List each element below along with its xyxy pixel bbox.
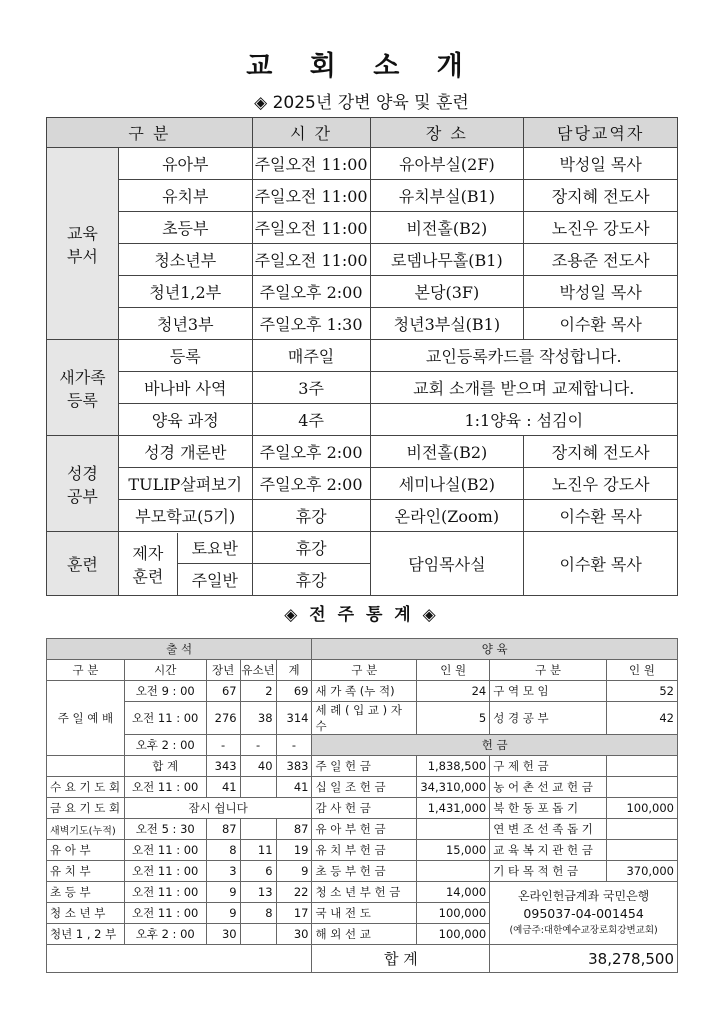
bible-place: 온라인(Zoom): [370, 500, 524, 532]
att-sum: 41: [276, 777, 312, 798]
att-sum: 9: [276, 861, 312, 882]
training-pastor: 이수환 목사: [524, 532, 678, 596]
offering-label: 십 일 조 헌 금: [312, 777, 417, 798]
att-label: 유 아 부: [47, 840, 125, 861]
att-time: 오후 2 : 00: [124, 924, 206, 945]
header-pastor: 담당교역자: [524, 118, 678, 148]
training-class: 토요반: [177, 533, 251, 564]
col-header: 구 분: [490, 660, 607, 681]
bible-course: 성경 개론반: [118, 436, 252, 468]
offering-label: 교 육 복 지 관 헌 금: [490, 840, 607, 861]
intro-table: [46, 117, 678, 596]
offering-value: [606, 756, 677, 777]
group-bible: 성경 공부: [47, 436, 119, 532]
att-label: 청 소 년 부: [47, 903, 125, 924]
bible-place: 세미나실(B2): [370, 468, 524, 500]
newfamily-row: [47, 404, 678, 436]
offering-label: 기 타 목 적 헌 금: [490, 861, 607, 882]
offering-header: 헌 금: [312, 735, 678, 756]
section-subtitle: ◈ 2025년 강변 양육 및 훈련: [254, 93, 469, 113]
att-sum: 17: [276, 903, 312, 924]
att-adult: 9: [206, 903, 240, 924]
att-sum: 19: [276, 840, 312, 861]
offering-value: [606, 840, 677, 861]
edu-row: [47, 148, 678, 180]
bible-course: TULIP살펴보기: [118, 468, 252, 500]
att-youth: [240, 924, 276, 945]
edu-time: 주일오전 11:00: [252, 244, 370, 276]
att-label: 청년 1 , 2 부: [47, 924, 125, 945]
yy-label: 새 가 족 (누 적): [312, 681, 417, 702]
bible-time: 주일오후 2:00: [252, 468, 370, 500]
edu-place: 비전홀(B2): [370, 212, 524, 244]
att-youth: 13: [240, 882, 276, 903]
total-blank: [47, 945, 312, 973]
account-bank: 온라인헌금계좌 국민은행: [517, 888, 650, 903]
att-sum: 314: [276, 702, 312, 735]
edu-pastor: 장지혜 전도사: [524, 180, 678, 212]
offering-label: 북 한 동 포 돕 기: [490, 798, 607, 819]
training-sub-cell: [118, 532, 252, 596]
offering-label: 구 제 헌 금: [490, 756, 607, 777]
group-edu: 교육 부서: [47, 148, 119, 340]
edu-row: [47, 180, 678, 212]
account-box: [490, 882, 678, 945]
att-sum: 383: [276, 756, 312, 777]
newfamily-step: 양육 과정: [118, 404, 252, 436]
bible-time: 주일오후 2:00: [252, 436, 370, 468]
yy-label: 성 경 공 부: [490, 702, 607, 735]
att-time: 오후 2 : 00: [124, 735, 206, 756]
att-time: 오전 11 : 00: [124, 702, 206, 735]
offering-value: [417, 861, 490, 882]
att-adult: 30: [206, 924, 240, 945]
edu-time: 주일오후 1:30: [252, 308, 370, 340]
bible-time: 휴강: [252, 500, 370, 532]
edu-dept: 청소년부: [118, 244, 252, 276]
newfamily-period: 매주일: [252, 340, 370, 372]
col-header: 시간: [124, 660, 206, 681]
att-youth: 11: [240, 840, 276, 861]
bible-row: [47, 436, 678, 468]
training-class: 주일반: [191, 570, 238, 590]
yy-value: 42: [606, 702, 677, 735]
yy-label: 구 역 모 임: [490, 681, 607, 702]
att-label: 유 치 부: [47, 861, 125, 882]
offering-value: [606, 777, 677, 798]
att-sum: 30: [276, 924, 312, 945]
att-time: 오전 11 : 00: [124, 861, 206, 882]
edu-row: [47, 308, 678, 340]
offering-label: 해 외 선 교: [312, 924, 417, 945]
total-label: 합 계: [312, 945, 490, 973]
newfamily-desc: 1:1양육 : 섬김이: [370, 404, 678, 436]
att-sum: 22: [276, 882, 312, 903]
yy-value: 24: [417, 681, 490, 702]
edu-pastor: 박성일 목사: [524, 276, 678, 308]
bible-pastor: 노진우 강도사: [524, 468, 678, 500]
bible-row: [47, 500, 678, 532]
att-total-label: 합 계: [124, 756, 206, 777]
att-youth: 6: [240, 861, 276, 882]
col-header: 인 원: [417, 660, 490, 681]
att-note: 잠시 쉽니다: [124, 798, 312, 819]
edu-row: [47, 276, 678, 308]
offering-label: 농 어 촌 선 교 헌 금: [490, 777, 607, 798]
training-place: 담임목사실: [370, 532, 524, 596]
header-category: 구 분: [47, 118, 253, 148]
newfamily-row: [47, 340, 678, 372]
col-header: 유소년: [240, 660, 276, 681]
att-label: 초 등 부: [47, 882, 125, 903]
att-youth: 2: [240, 681, 276, 702]
training-time: 휴강: [252, 532, 370, 564]
edu-dept: 유아부: [118, 148, 252, 180]
yy-value: 52: [606, 681, 677, 702]
edu-time: 주일오전 11:00: [252, 148, 370, 180]
edu-dept: 유치부: [118, 180, 252, 212]
offering-value: 1,431,000: [417, 798, 490, 819]
group-training: 훈련: [47, 532, 119, 596]
offering-value: 1,838,500: [417, 756, 490, 777]
att-youth: -: [240, 735, 276, 756]
edu-pastor: 노진우 강도사: [524, 212, 678, 244]
offering-value: 100,000: [606, 798, 677, 819]
offering-label: 주 일 헌 금: [312, 756, 417, 777]
bible-pastor: 이수환 목사: [524, 500, 678, 532]
yy-label: 세 례 ( 입 교 ) 자 수: [312, 702, 417, 735]
col-header: 계: [276, 660, 312, 681]
att-time: 오전 9 : 00: [124, 681, 206, 702]
att-youth: [240, 819, 276, 840]
newfamily-row: [47, 372, 678, 404]
bible-course: 부모학교(5기): [118, 500, 252, 532]
att-adult: 276: [206, 702, 240, 735]
training-row: [47, 532, 678, 564]
att-time: 오전 11 : 00: [124, 882, 206, 903]
col-header: 장년: [206, 660, 240, 681]
bible-pastor: 장지혜 전도사: [524, 436, 678, 468]
att-label: 새벽기도(누적): [47, 819, 125, 840]
edu-pastor: 박성일 목사: [524, 148, 678, 180]
edu-place: 청년3부실(B1): [370, 308, 524, 340]
attendance-header: 출 석: [47, 639, 312, 660]
edu-place: 본당(3F): [370, 276, 524, 308]
edu-dept: 청년3부: [118, 308, 252, 340]
total-value: 38,278,500: [490, 945, 678, 973]
offering-label: 청 소 년 부 헌 금: [312, 882, 417, 903]
sunday-label: 주 일 예 배: [47, 681, 125, 756]
att-adult: 3: [206, 861, 240, 882]
att-sum: 87: [276, 819, 312, 840]
account-holder: (예금주:대한예수교장로회강변교회): [509, 924, 658, 936]
edu-dept: 초등부: [118, 212, 252, 244]
offering-value: 100,000: [417, 903, 490, 924]
col-header: 구 분: [47, 660, 125, 681]
stats-table: [46, 638, 678, 973]
offering-label: 유 아 부 헌 금: [312, 819, 417, 840]
edu-time: 주일오후 2:00: [252, 276, 370, 308]
offering-label: 유 치 부 헌 금: [312, 840, 417, 861]
page-title: 교 회 소 개: [246, 51, 477, 82]
newfamily-desc: 교회 소개를 받으며 교제합니다.: [370, 372, 678, 404]
offering-label: 연 변 조 선 족 돕 기: [490, 819, 607, 840]
offering-value: 34,310,000: [417, 777, 490, 798]
col-header: 인 원: [606, 660, 677, 681]
offering-value: 100,000: [417, 924, 490, 945]
offering-value: [606, 819, 677, 840]
stats-title: ◈ 전 주 통 계 ◈: [284, 605, 439, 625]
att-adult: 87: [206, 819, 240, 840]
att-time: 오전 11 : 00: [124, 840, 206, 861]
offering-label: 감 사 헌 금: [312, 798, 417, 819]
edu-time: 주일오전 11:00: [252, 180, 370, 212]
edu-dept: 청년1,2부: [118, 276, 252, 308]
offering-label: 초 등 부 헌 금: [312, 861, 417, 882]
att-label: 금 요 기 도 회: [47, 798, 125, 819]
newfamily-step: 등록: [118, 340, 252, 372]
account-number: 095037-04-001454: [523, 905, 644, 921]
header-place: 장 소: [370, 118, 524, 148]
edu-place: 로뎀나무홀(B1): [370, 244, 524, 276]
training-sub-label: 제자 훈련: [119, 533, 178, 595]
att-time: 오전 5 : 30: [124, 819, 206, 840]
newfamily-step: 바나바 사역: [118, 372, 252, 404]
att-time: 오전 11 : 00: [124, 903, 206, 924]
edu-row: [47, 212, 678, 244]
edu-pastor: 이수환 목사: [524, 308, 678, 340]
offering-label: 국 내 전 도: [312, 903, 417, 924]
att-adult: 41: [206, 777, 240, 798]
offering-value: 14,000: [417, 882, 490, 903]
att-adult: -: [206, 735, 240, 756]
training-time: 휴강: [252, 564, 370, 596]
edu-pastor: 조용준 전도사: [524, 244, 678, 276]
newfamily-desc: 교인등록카드를 작성합니다.: [370, 340, 678, 372]
intro-header-row: [47, 118, 678, 148]
att-youth: [240, 777, 276, 798]
bible-place: 비전홀(B2): [370, 436, 524, 468]
att-adult: 67: [206, 681, 240, 702]
att-adult: 9: [206, 882, 240, 903]
bible-row: [47, 468, 678, 500]
att-youth: 8: [240, 903, 276, 924]
col-header: 구 분: [312, 660, 417, 681]
offering-value: 15,000: [417, 840, 490, 861]
att-youth: 40: [240, 756, 276, 777]
att-time: 오전 11 : 00: [124, 777, 206, 798]
edu-time: 주일오전 11:00: [252, 212, 370, 244]
att-adult: 343: [206, 756, 240, 777]
offering-value: [417, 819, 490, 840]
att-adult: 8: [206, 840, 240, 861]
newfamily-period: 4주: [252, 404, 370, 436]
offering-value: 370,000: [606, 861, 677, 882]
header-time: 시 간: [252, 118, 370, 148]
yangyuk-header: 양 육: [312, 639, 678, 660]
newfamily-period: 3주: [252, 372, 370, 404]
att-label: 수 요 기 도 회: [47, 777, 125, 798]
group-newfamily: 새가족 등록: [47, 340, 119, 436]
edu-row: [47, 244, 678, 276]
yy-value: 5: [417, 702, 490, 735]
att-sum: 69: [276, 681, 312, 702]
edu-place: 유아부실(2F): [370, 148, 524, 180]
edu-place: 유치부실(B1): [370, 180, 524, 212]
att-sum: -: [276, 735, 312, 756]
att-youth: 38: [240, 702, 276, 735]
blank-cell: [47, 756, 125, 777]
